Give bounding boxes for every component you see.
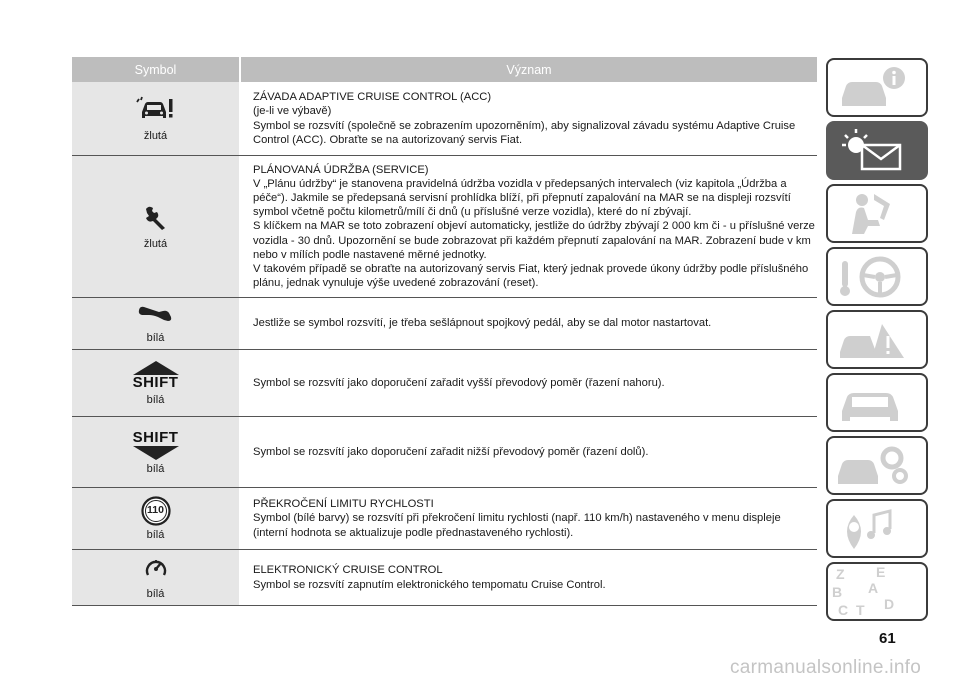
description-cell	[239, 550, 817, 605]
tab-car[interactable]	[826, 373, 928, 432]
speed-limit-value: 110	[147, 504, 164, 516]
description-line: Symbol se rozsvítí jako doporučení zařadit nižší převodový poměr (řazení dolů).	[253, 445, 649, 458]
symbol-cell	[72, 550, 239, 605]
index-letter: T	[856, 602, 865, 618]
warning-symbols-table	[72, 57, 817, 606]
description-line: S klíčkem na MAR se toto zobrazení objeví automaticky, jestliže do údržby zbývají 2 000 km či - u příslušné verze vozidla - 30 dnů. Upozornění se bude zobrazovat při každém přepnutí zapalování na MAR. Zobrazení bude v km nebo v mílích podle nastavené měrné jednotky.	[253, 220, 815, 261]
alphabetical-index-icon	[826, 562, 928, 621]
table-row	[72, 550, 817, 606]
index-letter: C	[838, 602, 849, 618]
description-line: Symbol se rozsvítí (společně se zobrazením upozorněním), aby signalizoval závadu systému Adaptive Cruise Control (ACC). Obraťte se na autorizovaný servis Fiat.	[253, 119, 796, 146]
symbol-color-label: bílá	[146, 393, 165, 406]
table-row	[72, 298, 817, 350]
description-cell	[239, 82, 817, 155]
description-line: Symbol se rozsvítí jako doporučení zařadit vyšší převodový poměr (řazení nahoru).	[253, 376, 665, 389]
tab-starting-driving[interactable]	[826, 247, 928, 306]
description-cell	[239, 156, 817, 297]
table-row	[72, 488, 817, 550]
symbol-color-label: bílá	[146, 587, 165, 600]
tab-emergency[interactable]	[826, 310, 928, 369]
table-header	[72, 57, 817, 82]
description-line: Symbol se rozsvítí zapnutím elektronického tempomatu Cruise Control.	[253, 578, 606, 591]
description-cell	[239, 417, 817, 487]
description-cell	[239, 350, 817, 416]
description-line: V takovém případě se obraťte na autorizovaný servis Fiat, který jednak provede úkony údržby podle příslušného plánu, jednak vynuluje výše uvedené zobrazování (reset).	[253, 263, 809, 290]
description-title: PLÁNOVANÁ ÚDRŽBA (SERVICE)	[253, 163, 429, 176]
shift-down-icon	[133, 430, 179, 460]
description-title: ELEKTRONICKÝ CRUISE CONTROL	[253, 564, 443, 577]
symbol-color-label: žlutá	[143, 237, 168, 250]
table-row	[72, 156, 817, 298]
arrow-down-icon	[133, 446, 179, 460]
shift-up-icon	[133, 361, 179, 391]
chapter-tabs	[826, 58, 928, 625]
header-symbol: Symbol	[134, 62, 177, 77]
symbol-color-label: bílá	[146, 529, 165, 541]
description-line: (je-li ve výbavě)	[253, 105, 332, 118]
table-row	[72, 82, 817, 156]
index-letter: Z	[836, 566, 845, 582]
index-letter: B	[832, 584, 843, 600]
symbol-cell	[72, 82, 239, 155]
symbol-cell	[72, 156, 239, 297]
table-row	[72, 417, 817, 488]
tab-index[interactable]	[826, 562, 928, 621]
table-row	[72, 350, 817, 417]
symbol-cell	[72, 350, 239, 416]
description-line: Jestliže se symbol rozsvítí, je třeba sešlápnout spojkový pedál, aby se dal motor nastartovat.	[253, 317, 712, 330]
description-line: Symbol (bílé barvy) se rozsvítí při překročení limitu rychlosti (např. 110 km/h) nastaveného v menu displeje (interní hodnota se aktualizuje podle přednastaveného rychlosti).	[253, 512, 781, 539]
page-number: 61	[879, 630, 896, 647]
acc-fault-icon	[136, 96, 176, 127]
symbol-cell	[72, 417, 239, 487]
wrench-icon	[143, 204, 169, 235]
index-letter: E	[876, 564, 886, 580]
tab-car-info[interactable]	[826, 58, 928, 117]
tab-safety[interactable]	[826, 184, 928, 243]
description-title: ZÁVADA ADAPTIVE CRUISE CONTROL (ACC)	[253, 91, 492, 104]
tab-multimedia[interactable]	[826, 499, 928, 558]
watermark: carmanualsonline.info	[730, 657, 922, 678]
symbol-color-label: žlutá	[143, 129, 168, 142]
clutch-pedal-icon	[137, 304, 175, 329]
symbol-cell	[72, 488, 239, 549]
tab-warning-lights[interactable]	[826, 121, 928, 180]
description-cell	[239, 488, 817, 549]
symbol-color-label: bílá	[146, 331, 165, 344]
symbol-color-label: bílá	[146, 462, 165, 475]
index-letter: D	[884, 596, 895, 612]
header-meaning: Význam	[239, 57, 817, 82]
index-letter: A	[868, 580, 879, 596]
description-line: V „Plánu údržby“ je stanovena pravidelná údržba vozidla v předepsaných intervalech (viz kapitola „Údržba a péče“). Jakmile se předepsaná servisní prohlídka blíží, při přepnutí zapalování na MAR se na displeji rozsvítí symbol včetně počtu kilometrů/mílí či dnů (u příslušné verze vozidla), které do ní zbývají.	[253, 177, 791, 219]
shift-text: SHIFT	[132, 373, 179, 391]
symbol-cell	[72, 298, 239, 349]
description-cell	[239, 298, 817, 349]
speed-limit-icon	[141, 496, 171, 526]
arrow-up-icon	[133, 361, 179, 375]
description-title: PŘEKROČENÍ LIMITU RYCHLOSTI	[253, 498, 434, 511]
shift-text: SHIFT	[132, 428, 179, 446]
tab-maintenance[interactable]	[826, 436, 928, 495]
cruise-control-icon	[144, 556, 168, 585]
